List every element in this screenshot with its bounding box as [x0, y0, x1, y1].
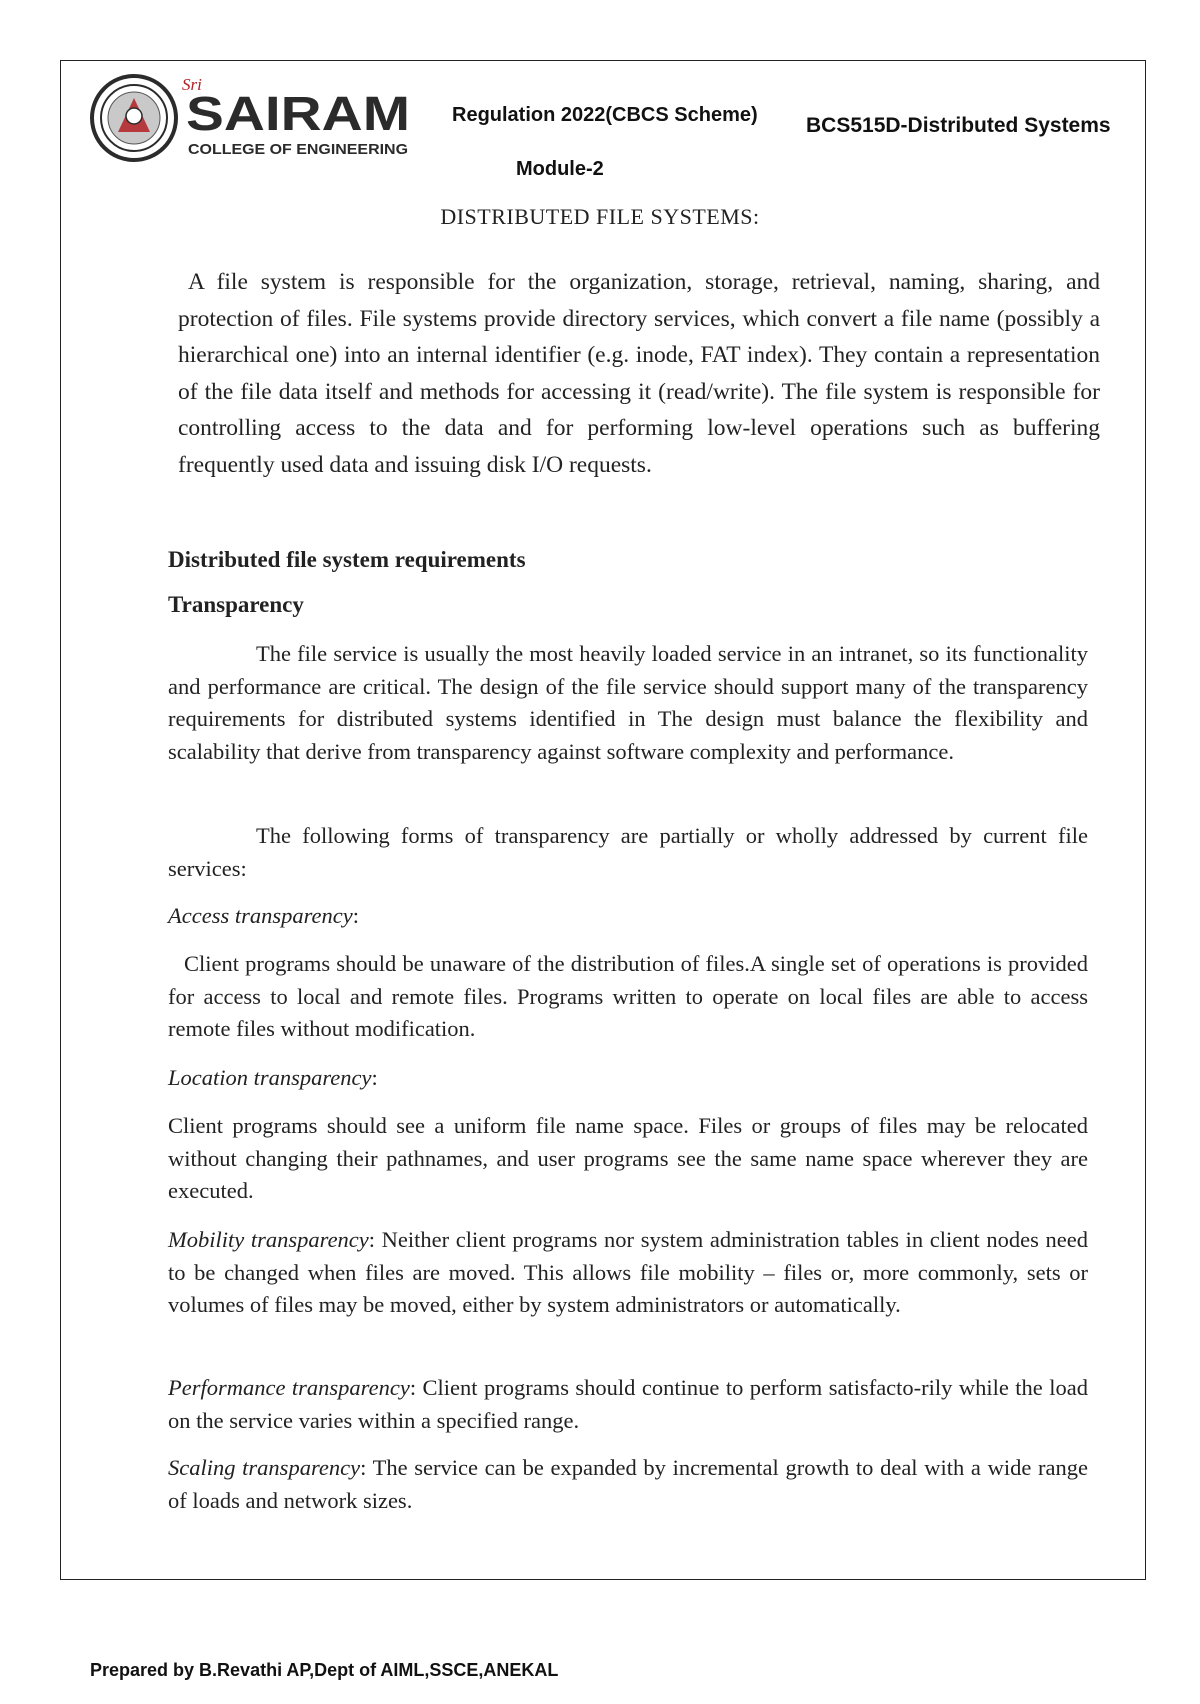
location-term-line — [168, 1062, 1088, 1095]
module-label: Module-2 — [516, 158, 604, 180]
scaling-paragraph — [168, 1452, 1088, 1517]
page-title: DISTRIBUTED FILE SYSTEMS: — [440, 204, 760, 229]
logo-subtitle: COLLEGE OF ENGINEERING — [188, 141, 408, 158]
scaling-text: : The service can be expanded by incremental growth to deal with a wide range of loads and network sizes. — [168, 1455, 1088, 1513]
footer-prepared-by: Prepared by B.Revathi AP,Dept of AIML,SSCE,ANEKAL — [90, 1660, 559, 1680]
requirements-heading: Distributed file system requirements — [168, 547, 526, 572]
access-colon: : — [352, 903, 360, 928]
location-colon: : — [371, 1065, 378, 1090]
transparency-heading: Transparency — [168, 592, 304, 617]
logo-sri: Sri — [182, 75, 202, 94]
logo-name: SAIRAM — [186, 88, 410, 141]
mobility-text: : Neither client programs nor system administration tables in client nodes need to be changed when files are moved. This allows file mobility – files or, more commonly, sets or volumes of files may be moved, either by system administrators or automatically. — [168, 1227, 1088, 1317]
location-term: Location transparency — [168, 1065, 372, 1090]
mobility-paragraph — [168, 1224, 1088, 1322]
performance-paragraph — [168, 1372, 1088, 1437]
performance-term: Performance transparency — [168, 1375, 410, 1400]
forms-paragraph: The following forms of transparency are partially or wholly addressed by current file services: — [168, 823, 1088, 881]
access-term: Access transparency — [168, 903, 353, 928]
service-paragraph: The file service is usually the most heavily loaded service in an intranet, so its functionality and performance are critical. The design of the file service should support many of the transparency requirements for distributed systems identified in The design must balance the flexibility and scalability that derive from transparency against software complexity and performance. — [168, 641, 1088, 764]
performance-text: : Client programs should continue to perform satisfacto-rily while the load on the service varies within a specified range. — [168, 1375, 1088, 1433]
location-paragraph: Client programs should see a uniform file name space. Files or groups of files may be relocated without changing their pathnames, and user programs see the same name space wherever they are executed. — [168, 1113, 1088, 1203]
mobility-term: Mobility transparency — [168, 1227, 369, 1252]
regulation-label: Regulation 2022(CBCS Scheme) — [452, 104, 758, 126]
access-paragraph: Client programs should be unaware of the distribution of files.A single set of operations is provided for access to local and remote files. Programs written to operate on local files are able to access remote files without modification. — [168, 951, 1088, 1041]
course-code-label: BCS515D-Distributed Systems — [806, 114, 1111, 137]
access-term-line — [168, 900, 1088, 933]
scaling-term: Scaling transparency — [168, 1455, 361, 1480]
emblem-icon — [92, 76, 176, 160]
college-logo — [88, 72, 418, 168]
intro-paragraph: A file system is responsible for the organization, storage, retrieval, naming, sharing, and protection of files. File systems provide directory services, which convert a file name (possibly a hierarchical one) into an internal identifier (e.g. inode, FAT index). They contain a representation of the file data itself and methods for accessing it (read/write). The file system is responsible for controlling access to the data and for performing low-level operations such as buffering frequently used data and issuing disk I/O requests. — [178, 269, 1100, 478]
